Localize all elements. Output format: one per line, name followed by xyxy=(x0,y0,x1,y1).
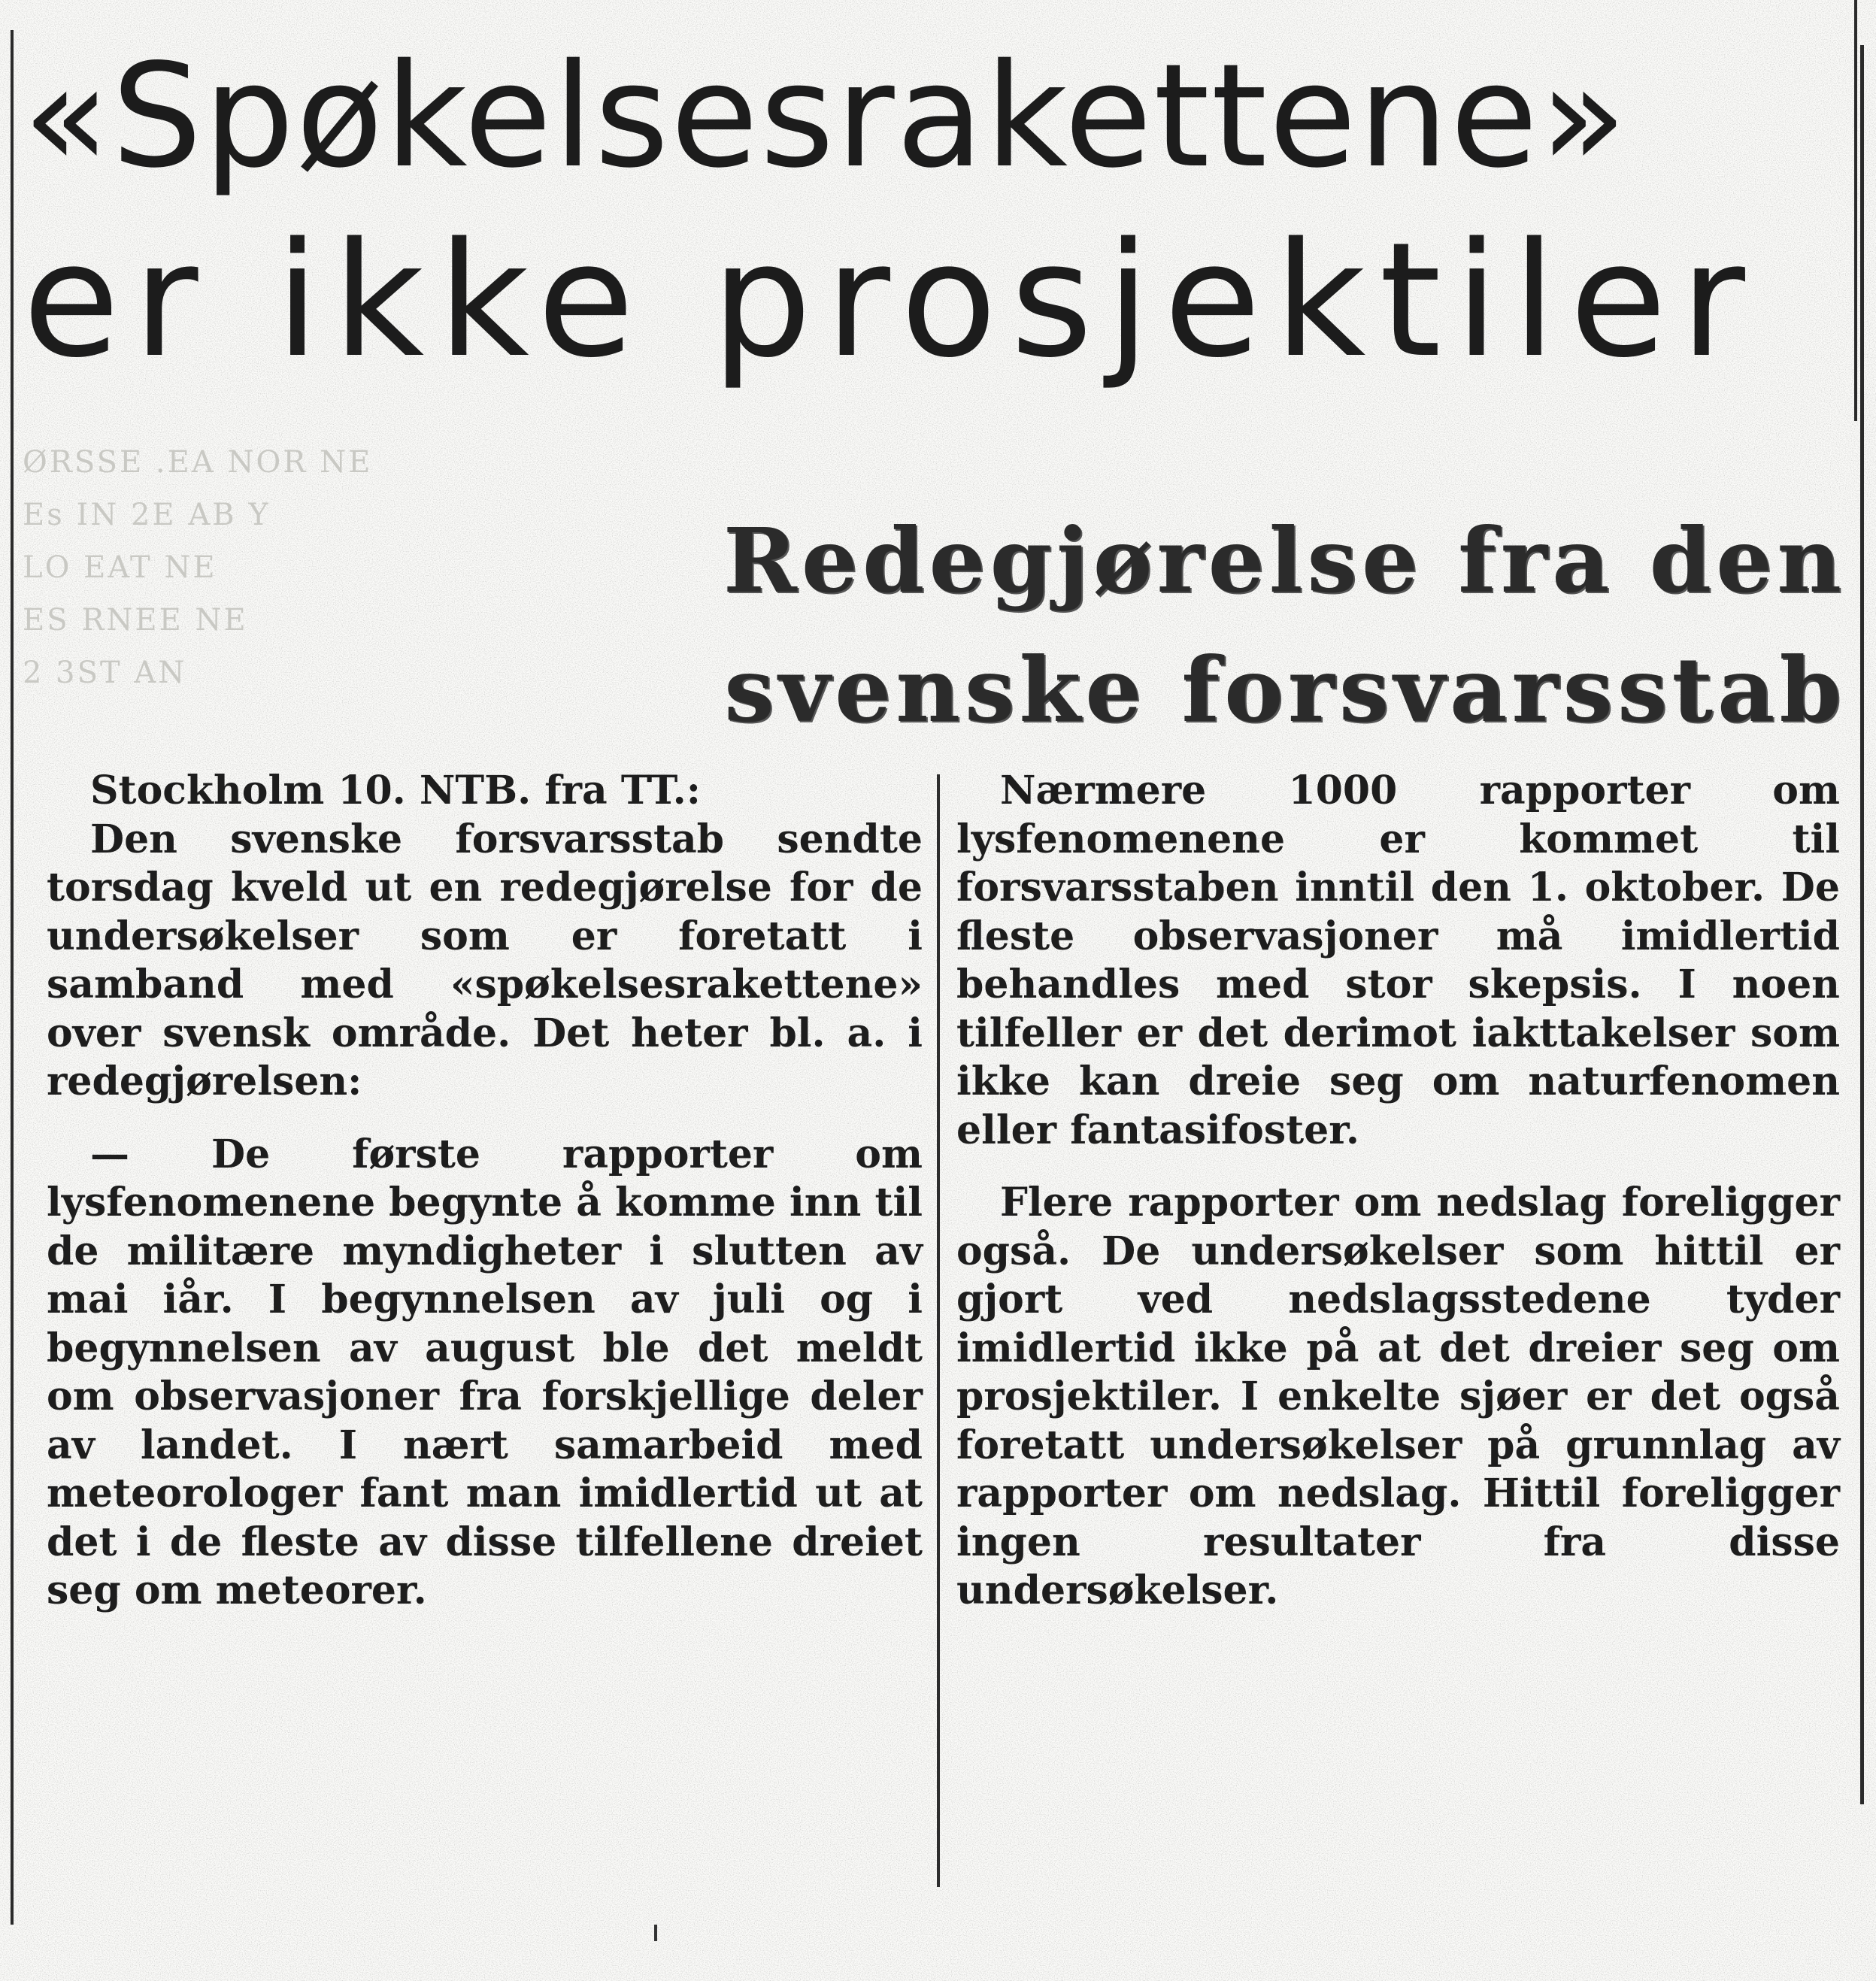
right-border-rule-top xyxy=(1854,0,1857,421)
headline-line-1: «Spøkelsesrakettene» xyxy=(23,33,1629,199)
bleed-through-text xyxy=(23,436,444,699)
paragraph: Den svenske forsvarsstab sendte torsdag kveld ut en redegjørelse for de undersøkelser som er foretatt i samband med «spøkelsesrakettene» over svensk område. Det heter bl. a. i redegjørelsen: xyxy=(47,816,923,1104)
headline xyxy=(23,30,1842,398)
paragraph: — De første rapporter om lysfenomenene begynte å komme inn til de militære myndigheter i slutten av mai iår. I begynnelsen av juli og i begynnelsen av august ble det meldt om observasjoner fra forskjellige deler av landet. I nært samarbeid med meteorologer fant man imidlertid ut at det i de fleste av disse tilfellene dreiet seg om meteorer. xyxy=(47,1131,923,1613)
subheadline xyxy=(462,496,1846,755)
article-column-left xyxy=(47,767,923,1616)
column-divider xyxy=(937,774,940,1887)
ghost-line: ES RNEE NE xyxy=(23,603,248,638)
ghost-line: ØRSSE .EA NOR NE xyxy=(23,445,373,480)
paragraph: Flere rapporter om nedslag foreligger også. De undersøkelser som hittil er gjort ved nedslagsstedene tyder imidlertid ikke på at det dreier seg om prosjektiler. I enkelte sjøer er det også foretatt undersøkelser på grunnlag av rapporter om nedslag. Hittil foreligger ingen resultater fra disse undersøkelser. xyxy=(956,1180,1840,1613)
ghost-line: 2 3ST AN xyxy=(23,656,187,690)
right-border-rule xyxy=(1860,45,1864,1804)
subheadline-line-1: Redegjørelse fra den xyxy=(723,508,1846,613)
left-border-rule xyxy=(11,30,14,1925)
print-mark xyxy=(654,1925,657,1941)
paragraph: Nærmere 1000 rapporter om lysfenomenene er kommet til forsvarsstaben inntil den 1. oktober. De fleste observasjoner må imidlertid behandles med stor skepsis. I noen tilfeller er det derimot iakttakelser som ikke kan dreie seg om naturfenomen eller fantasifoster. xyxy=(956,768,1840,1153)
subheadline-line-2: svenske forsvarsstab xyxy=(724,638,1846,742)
ghost-line: LO EAT NE xyxy=(23,550,217,585)
ghost-line: Es IN 2E AB Y xyxy=(23,498,271,532)
headline-line-2: er ikke prosjektiler xyxy=(23,208,1759,392)
article-column-right xyxy=(956,767,1840,1616)
dateline: Stockholm 10. NTB. fra TT.: xyxy=(90,768,701,813)
